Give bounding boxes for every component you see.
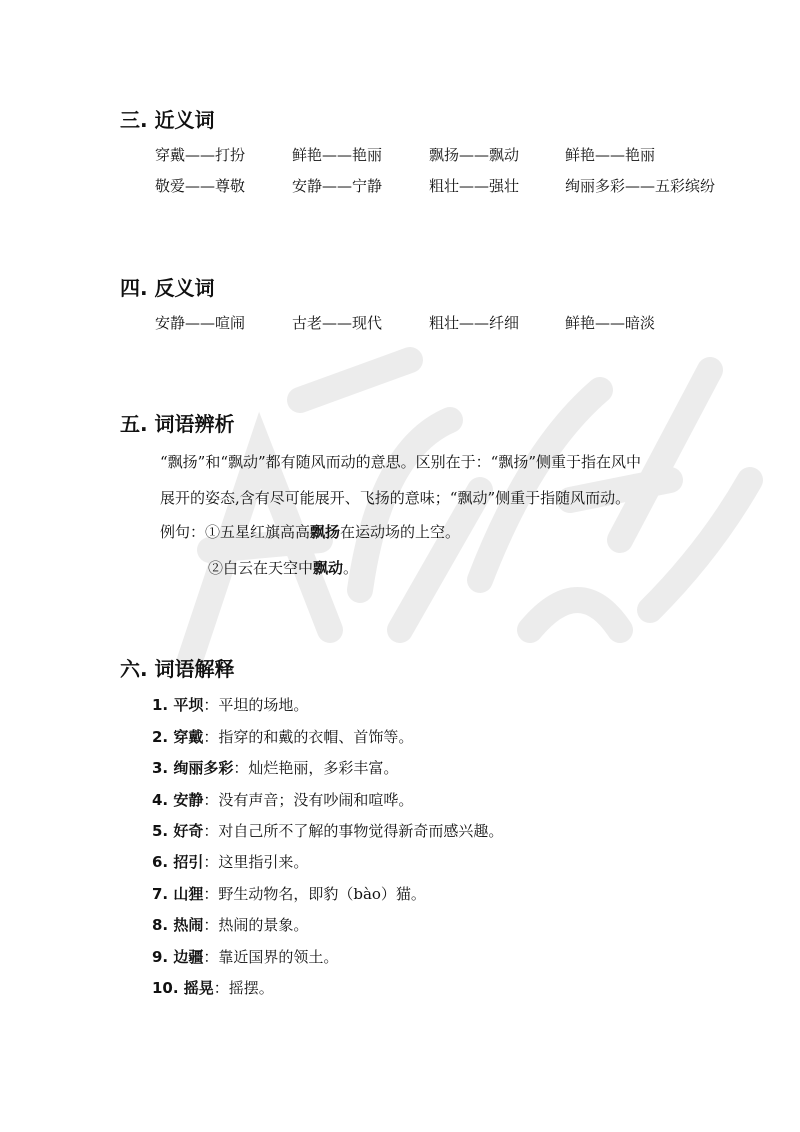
definition-meaning: ：靠近国界的领土。 (203, 948, 339, 966)
definition-item (152, 790, 413, 810)
definition-term: 5. 好奇 (152, 822, 204, 840)
antonym-pair: 鲜艳——暗淡 (565, 314, 656, 332)
analysis-line-1: “飘扬”和“飘动”都有随风而动的意思。区别在于：“飘扬”侧重于指在风中 (160, 453, 642, 471)
synonym-pair: 穿戴——打扮 (155, 146, 246, 164)
analysis-heading: 五. 词语辨析 (120, 412, 235, 436)
definition-term: 1. 平坝 (152, 696, 204, 714)
definition-item (152, 758, 398, 778)
example-label: 例句： (160, 523, 206, 541)
example1-suffix: 在运动场的上空。 (340, 523, 461, 541)
synonym-pair: 粗壮——强壮 (429, 177, 520, 195)
definition-item (152, 947, 338, 967)
definition-item (152, 978, 274, 998)
definition-item (152, 695, 308, 715)
definition-item (152, 884, 426, 904)
antonym-pair: 安静——喧闹 (155, 314, 246, 332)
definition-meaning: ：指穿的和戴的衣帽、首饰等。 (203, 728, 414, 746)
definition-term: 10. 摇晃 (152, 979, 214, 997)
example2-prefix: ②白云在天空中 (208, 559, 314, 577)
synonym-pair: 飘扬——飘动 (429, 146, 520, 164)
analysis-line-2: 展开的姿态,含有尽可能展开、飞扬的意味；“飘动”侧重于指随风而动。 (160, 489, 631, 507)
definition-meaning: ：热闹的景象。 (203, 916, 309, 934)
synonyms-heading: 三. 近义词 (120, 108, 215, 132)
definition-term: 3. 绚丽多彩 (152, 759, 234, 777)
definition-item (152, 852, 308, 872)
example1-prefix: ①五星红旗高高 (205, 523, 311, 541)
example2-suffix: 。 (343, 559, 359, 577)
antonym-pair: 粗壮——纤细 (429, 314, 520, 332)
definition-term: 6. 招引 (152, 853, 204, 871)
definition-term: 8. 热闹 (152, 916, 204, 934)
definition-meaning: ：摇摆。 (213, 979, 274, 997)
definition-meaning: ：野生动物名，即豹（bào）猫。 (203, 885, 426, 903)
definition-term: 9. 边疆 (152, 948, 204, 966)
synonym-pair: 鲜艳——艳丽 (565, 146, 656, 164)
antonyms-heading: 四. 反义词 (120, 276, 215, 300)
definition-item (152, 915, 308, 935)
definition-item (152, 727, 413, 747)
example-sentence-2 (208, 558, 358, 578)
synonym-pair: 安静——宁静 (292, 177, 383, 195)
definition-item (152, 821, 503, 841)
definition-term: 7. 山狸 (152, 885, 204, 903)
definition-meaning: ：灿烂艳丽，多彩丰富。 (233, 759, 399, 777)
synonym-pair: 鲜艳——艳丽 (292, 146, 383, 164)
example1-keyword: 飘扬 (310, 523, 341, 541)
definition-meaning: ：这里指引来。 (203, 853, 309, 871)
definition-meaning: ：没有声音；没有吵闹和喧哗。 (203, 791, 414, 809)
example-sentence-1 (160, 522, 460, 542)
synonym-pair: 敬爱——尊敬 (155, 177, 246, 195)
example2-keyword: 飘动 (313, 559, 344, 577)
antonym-pair: 古老——现代 (292, 314, 383, 332)
definition-meaning: ：对自己所不了解的事物觉得新奇而感兴趣。 (203, 822, 504, 840)
definition-term: 2. 穿戴 (152, 728, 204, 746)
definition-term: 4. 安静 (152, 791, 204, 809)
synonym-pair: 绚丽多彩——五彩缤纷 (565, 177, 716, 195)
definitions-heading: 六. 词语解释 (120, 657, 235, 681)
definition-meaning: ：平坦的场地。 (203, 696, 309, 714)
